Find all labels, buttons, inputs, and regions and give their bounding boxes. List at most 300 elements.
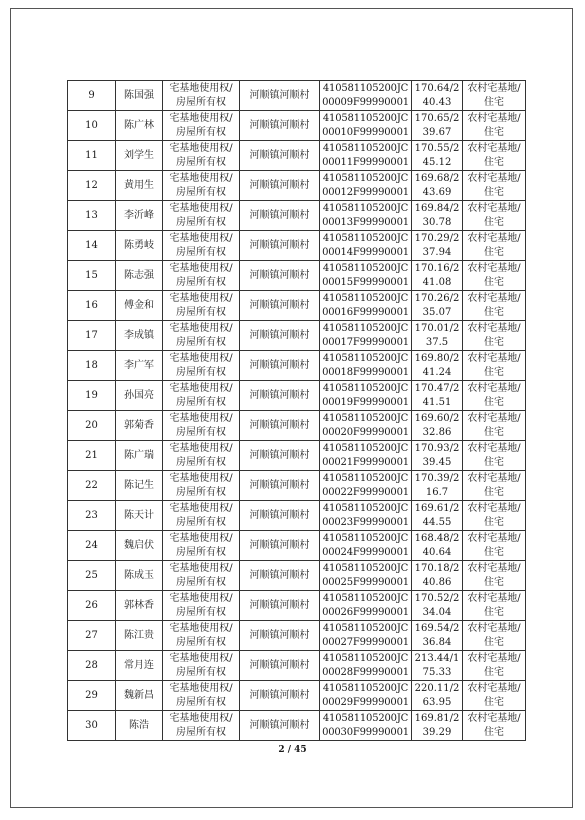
cell-unit-code (320, 561, 412, 591)
cell-number: 17 (68, 321, 116, 351)
table-row (68, 561, 526, 591)
cell-area-line: 170.52/2 (414, 592, 460, 604)
cell-usage-line: 农村宅基地/ (467, 142, 521, 154)
cell-usage-line: 农村宅基地/ (467, 412, 521, 424)
cell-usage-line: 住宅 (484, 276, 504, 288)
cell-right-type-line: 房屋所有权 (176, 156, 226, 168)
cell-location: 河顺镇河顺村 (240, 231, 320, 261)
cell-area-line: 63.95 (422, 696, 452, 708)
cell-right-type (163, 291, 240, 321)
cell-unit-code (320, 381, 412, 411)
cell-usage-line: 住宅 (484, 366, 504, 378)
cell-usage-line: 农村宅基地/ (467, 562, 521, 574)
cell-location: 河顺镇河顺村 (240, 351, 320, 381)
cell-unit-code (320, 411, 412, 441)
cell-owner-name: 陈天计 (116, 501, 163, 531)
cell-area-line: 40.64 (422, 546, 452, 558)
cell-owner-name: 陈广林 (116, 111, 163, 141)
cell-usage (463, 621, 526, 651)
cell-area-line: 170.93/2 (414, 442, 460, 454)
cell-unit-code-line: 00021F99990001 (322, 456, 409, 468)
cell-area-line: 36.84 (422, 636, 452, 648)
cell-right-type (163, 711, 240, 741)
cell-unit-code-line: 00017F99990001 (322, 336, 409, 348)
cell-right-type-line: 宅基地使用权/ (169, 322, 233, 334)
cell-owner-name: 李沂峰 (116, 201, 163, 231)
cell-usage-line: 农村宅基地/ (467, 622, 521, 634)
cell-location: 河顺镇河顺村 (240, 321, 320, 351)
cell-right-type (163, 531, 240, 561)
table-row (68, 621, 526, 651)
cell-unit-code-line: 410581105200JC (322, 532, 409, 544)
cell-unit-code-line: 00016F99990001 (322, 306, 409, 318)
cell-unit-code-line: 410581105200JC (322, 112, 409, 124)
cell-area (412, 471, 463, 501)
cell-location: 河顺镇河顺村 (240, 621, 320, 651)
cell-area (412, 681, 463, 711)
cell-area-line: 169.54/2 (414, 622, 460, 634)
cell-right-type (163, 411, 240, 441)
cell-area (412, 591, 463, 621)
cell-usage (463, 141, 526, 171)
cell-owner-name: 陈记生 (116, 471, 163, 501)
cell-area (412, 111, 463, 141)
cell-unit-code (320, 351, 412, 381)
cell-right-type (163, 501, 240, 531)
cell-right-type (163, 171, 240, 201)
cell-usage-line: 住宅 (484, 486, 504, 498)
cell-area-line: 30.78 (422, 216, 452, 228)
cell-right-type (163, 591, 240, 621)
cell-owner-name: 陈浩 (116, 711, 163, 741)
cell-location: 河顺镇河顺村 (240, 591, 320, 621)
cell-owner-name: 陈志强 (116, 261, 163, 291)
cell-owner-name: 陈国强 (116, 81, 163, 111)
cell-area-line: 170.29/2 (414, 232, 460, 244)
cell-right-type-line: 宅基地使用权/ (169, 682, 233, 694)
cell-area-line: 169.80/2 (414, 352, 460, 364)
cell-usage-line: 住宅 (484, 186, 504, 198)
cell-area-line: 43.69 (422, 186, 452, 198)
cell-area-line: 170.64/2 (414, 82, 460, 94)
table-row (68, 681, 526, 711)
cell-area (412, 561, 463, 591)
cell-usage-line: 农村宅基地/ (467, 442, 521, 454)
cell-usage (463, 411, 526, 441)
cell-unit-code-line: 00026F99990001 (322, 606, 409, 618)
cell-number: 25 (68, 561, 116, 591)
cell-usage-line: 农村宅基地/ (467, 532, 521, 544)
cell-usage (463, 231, 526, 261)
table-row (68, 591, 526, 621)
table-row (68, 411, 526, 441)
cell-unit-code (320, 171, 412, 201)
cell-right-type-line: 房屋所有权 (176, 216, 226, 228)
cell-number: 27 (68, 621, 116, 651)
cell-right-type-line: 宅基地使用权/ (169, 262, 233, 274)
cell-usage-line: 农村宅基地/ (467, 592, 521, 604)
cell-usage-line: 住宅 (484, 246, 504, 258)
cell-right-type-line: 房屋所有权 (176, 606, 226, 618)
cell-usage (463, 651, 526, 681)
cell-usage (463, 81, 526, 111)
cell-usage (463, 501, 526, 531)
cell-unit-code-line: 00028F99990001 (322, 666, 409, 678)
cell-right-type-line: 房屋所有权 (176, 696, 226, 708)
cell-usage (463, 681, 526, 711)
cell-unit-code-line: 00019F99990001 (322, 396, 409, 408)
cell-right-type-line: 房屋所有权 (176, 96, 226, 108)
cell-usage-line: 农村宅基地/ (467, 82, 521, 94)
cell-unit-code-line: 410581105200JC (322, 142, 409, 154)
cell-unit-code (320, 81, 412, 111)
cell-unit-code-line: 410581105200JC (322, 172, 409, 184)
registration-table (67, 80, 526, 741)
table-row (68, 201, 526, 231)
cell-right-type-line: 宅基地使用权/ (169, 592, 233, 604)
cell-right-type (163, 201, 240, 231)
cell-usage (463, 111, 526, 141)
cell-unit-code (320, 321, 412, 351)
cell-right-type-line: 宅基地使用权/ (169, 82, 233, 94)
cell-area-line: 169.68/2 (414, 172, 460, 184)
cell-area (412, 261, 463, 291)
cell-area-line: 170.39/2 (414, 472, 460, 484)
cell-number: 22 (68, 471, 116, 501)
cell-right-type (163, 351, 240, 381)
cell-right-type-line: 宅基地使用权/ (169, 652, 233, 664)
cell-location: 河顺镇河顺村 (240, 471, 320, 501)
cell-area-line: 32.86 (422, 426, 452, 438)
cell-right-type-line: 房屋所有权 (176, 246, 226, 258)
cell-location: 河顺镇河顺村 (240, 261, 320, 291)
cell-unit-code-line: 410581105200JC (322, 262, 409, 274)
cell-location: 河顺镇河顺村 (240, 291, 320, 321)
cell-unit-code (320, 591, 412, 621)
cell-area-line: 170.26/2 (414, 292, 460, 304)
cell-area-line: 39.29 (422, 726, 452, 738)
cell-usage-line: 住宅 (484, 696, 504, 708)
cell-usage-line: 住宅 (484, 606, 504, 618)
cell-area-line: 41.08 (422, 276, 452, 288)
cell-usage-line: 农村宅基地/ (467, 172, 521, 184)
cell-area-line: 40.86 (422, 576, 452, 588)
cell-right-type (163, 141, 240, 171)
table-row (68, 111, 526, 141)
cell-right-type-line: 房屋所有权 (176, 186, 226, 198)
cell-right-type (163, 681, 240, 711)
cell-unit-code-line: 00018F99990001 (322, 366, 409, 378)
cell-owner-name: 郭菊香 (116, 411, 163, 441)
cell-owner-name: 郭林香 (116, 591, 163, 621)
cell-usage (463, 441, 526, 471)
cell-area-line: 45.12 (422, 156, 452, 168)
cell-usage-line: 农村宅基地/ (467, 292, 521, 304)
cell-unit-code-line: 410581105200JC (322, 412, 409, 424)
cell-owner-name: 陈成玉 (116, 561, 163, 591)
cell-unit-code-line: 00014F99990001 (322, 246, 409, 258)
table-row (68, 471, 526, 501)
cell-right-type-line: 房屋所有权 (176, 456, 226, 468)
cell-area (412, 321, 463, 351)
cell-number: 15 (68, 261, 116, 291)
cell-unit-code (320, 141, 412, 171)
cell-usage-line: 住宅 (484, 426, 504, 438)
cell-owner-name: 傅金和 (116, 291, 163, 321)
cell-right-type-line: 房屋所有权 (176, 666, 226, 678)
cell-right-type-line: 房屋所有权 (176, 576, 226, 588)
cell-unit-code (320, 681, 412, 711)
cell-area (412, 711, 463, 741)
cell-unit-code (320, 201, 412, 231)
cell-area (412, 171, 463, 201)
cell-usage-line: 农村宅基地/ (467, 472, 521, 484)
cell-right-type (163, 321, 240, 351)
cell-area-line: 34.04 (422, 606, 452, 618)
cell-usage (463, 321, 526, 351)
cell-area (412, 351, 463, 381)
cell-number: 12 (68, 171, 116, 201)
cell-number: 28 (68, 651, 116, 681)
cell-usage-line: 农村宅基地/ (467, 382, 521, 394)
cell-right-type (163, 381, 240, 411)
cell-area-line: 169.84/2 (414, 202, 460, 214)
table-row (68, 261, 526, 291)
cell-usage (463, 261, 526, 291)
cell-right-type-line: 宅基地使用权/ (169, 292, 233, 304)
cell-unit-code-line: 410581105200JC (322, 712, 409, 724)
cell-owner-name: 黄用生 (116, 171, 163, 201)
cell-number: 29 (68, 681, 116, 711)
cell-owner-name: 常月连 (116, 651, 163, 681)
cell-right-type-line: 宅基地使用权/ (169, 502, 233, 514)
cell-area (412, 411, 463, 441)
cell-right-type-line: 宅基地使用权/ (169, 232, 233, 244)
table-row (68, 651, 526, 681)
cell-right-type (163, 651, 240, 681)
cell-number: 19 (68, 381, 116, 411)
table-row (68, 231, 526, 261)
cell-area (412, 201, 463, 231)
cell-unit-code-line: 00023F99990001 (322, 516, 409, 528)
cell-right-type (163, 471, 240, 501)
cell-unit-code-line: 410581105200JC (322, 292, 409, 304)
registration-table-body (68, 81, 526, 741)
cell-usage-line: 住宅 (484, 216, 504, 228)
cell-unit-code (320, 261, 412, 291)
cell-usage-line: 农村宅基地/ (467, 682, 521, 694)
cell-usage (463, 201, 526, 231)
cell-right-type-line: 宅基地使用权/ (169, 442, 233, 454)
cell-number: 24 (68, 531, 116, 561)
cell-unit-code (320, 291, 412, 321)
cell-right-type-line: 房屋所有权 (176, 336, 226, 348)
cell-unit-code-line: 410581105200JC (322, 562, 409, 574)
table-row (68, 441, 526, 471)
cell-area-line: 39.45 (422, 456, 452, 468)
cell-usage-line: 住宅 (484, 96, 504, 108)
cell-usage-line: 住宅 (484, 726, 504, 738)
cell-location: 河顺镇河顺村 (240, 681, 320, 711)
cell-area-line: 170.47/2 (414, 382, 460, 394)
cell-unit-code-line: 00011F99990001 (322, 156, 409, 168)
cell-area-line: 169.81/2 (414, 712, 460, 724)
cell-number: 16 (68, 291, 116, 321)
cell-right-type (163, 111, 240, 141)
cell-right-type (163, 81, 240, 111)
cell-right-type-line: 房屋所有权 (176, 546, 226, 558)
cell-area-line: 168.48/2 (414, 532, 460, 544)
cell-owner-name: 孙国亮 (116, 381, 163, 411)
cell-unit-code (320, 531, 412, 561)
cell-area-line: 40.43 (422, 96, 452, 108)
cell-right-type-line: 宅基地使用权/ (169, 142, 233, 154)
cell-unit-code-line: 410581105200JC (322, 502, 409, 514)
cell-area-line: 170.01/2 (414, 322, 460, 334)
cell-area (412, 531, 463, 561)
cell-area-line: 170.16/2 (414, 262, 460, 274)
cell-usage-line: 住宅 (484, 396, 504, 408)
cell-right-type-line: 房屋所有权 (176, 396, 226, 408)
cell-usage-line: 住宅 (484, 666, 504, 678)
cell-unit-code (320, 471, 412, 501)
table-row (68, 711, 526, 741)
cell-area-line: 170.18/2 (414, 562, 460, 574)
cell-number: 21 (68, 441, 116, 471)
cell-location: 河顺镇河顺村 (240, 111, 320, 141)
cell-usage (463, 531, 526, 561)
cell-unit-code-line: 410581105200JC (322, 652, 409, 664)
cell-unit-code-line: 410581105200JC (322, 202, 409, 214)
cell-unit-code-line: 410581105200JC (322, 382, 409, 394)
cell-unit-code-line: 410581105200JC (322, 82, 409, 94)
cell-unit-code-line: 00022F99990001 (322, 486, 409, 498)
cell-right-type (163, 621, 240, 651)
cell-area (412, 81, 463, 111)
cell-area (412, 381, 463, 411)
table-row (68, 531, 526, 561)
cell-right-type-line: 房屋所有权 (176, 516, 226, 528)
cell-owner-name: 陈勇岐 (116, 231, 163, 261)
cell-unit-code (320, 111, 412, 141)
cell-usage-line: 住宅 (484, 576, 504, 588)
table-row (68, 321, 526, 351)
cell-area-line: 41.24 (422, 366, 452, 378)
cell-unit-code (320, 231, 412, 261)
cell-usage-line: 农村宅基地/ (467, 112, 521, 124)
cell-owner-name: 陈广瑞 (116, 441, 163, 471)
cell-right-type-line: 房屋所有权 (176, 726, 226, 738)
cell-unit-code (320, 441, 412, 471)
cell-unit-code-line: 00010F99990001 (322, 126, 409, 138)
cell-unit-code-line: 410581105200JC (322, 442, 409, 454)
cell-owner-name: 陈江贵 (116, 621, 163, 651)
cell-unit-code-line: 00012F99990001 (322, 186, 409, 198)
cell-number: 13 (68, 201, 116, 231)
cell-number: 26 (68, 591, 116, 621)
cell-unit-code (320, 501, 412, 531)
cell-right-type-line: 宅基地使用权/ (169, 172, 233, 184)
cell-location: 河顺镇河顺村 (240, 441, 320, 471)
cell-location: 河顺镇河顺村 (240, 501, 320, 531)
cell-usage-line: 住宅 (484, 156, 504, 168)
cell-area-line: 39.67 (422, 126, 452, 138)
cell-unit-code-line: 410581105200JC (322, 352, 409, 364)
cell-right-type-line: 房屋所有权 (176, 276, 226, 288)
cell-unit-code-line: 00015F99990001 (322, 276, 409, 288)
cell-usage-line: 农村宅基地/ (467, 712, 521, 724)
cell-area-line: 35.07 (422, 306, 452, 318)
cell-location: 河顺镇河顺村 (240, 651, 320, 681)
cell-usage-line: 农村宅基地/ (467, 202, 521, 214)
cell-owner-name: 魏启伏 (116, 531, 163, 561)
cell-area-line: 170.55/2 (414, 142, 460, 154)
cell-area-line: 41.51 (422, 396, 452, 408)
cell-unit-code-line: 00029F99990001 (322, 696, 409, 708)
cell-right-type-line: 房屋所有权 (176, 636, 226, 648)
page-number: 2 / 45 (278, 745, 307, 755)
cell-area-line: 169.60/2 (414, 412, 460, 424)
table-row (68, 141, 526, 171)
cell-right-type-line: 宅基地使用权/ (169, 472, 233, 484)
cell-location: 河顺镇河顺村 (240, 531, 320, 561)
cell-area (412, 141, 463, 171)
cell-usage (463, 381, 526, 411)
table-row (68, 501, 526, 531)
cell-area-line: 169.61/2 (414, 502, 460, 514)
cell-area-line: 220.11/2 (414, 682, 460, 694)
cell-number: 18 (68, 351, 116, 381)
cell-number: 14 (68, 231, 116, 261)
cell-usage-line: 农村宅基地/ (467, 652, 521, 664)
cell-right-type-line: 宅基地使用权/ (169, 112, 233, 124)
cell-location: 河顺镇河顺村 (240, 711, 320, 741)
cell-unit-code-line: 00020F99990001 (322, 426, 409, 438)
cell-usage-line: 住宅 (484, 336, 504, 348)
table-row (68, 81, 526, 111)
cell-location: 河顺镇河顺村 (240, 171, 320, 201)
cell-area (412, 441, 463, 471)
cell-usage (463, 471, 526, 501)
cell-usage-line: 农村宅基地/ (467, 352, 521, 364)
cell-usage (463, 291, 526, 321)
cell-right-type-line: 房屋所有权 (176, 366, 226, 378)
cell-right-type-line: 房屋所有权 (176, 126, 226, 138)
cell-unit-code-line: 00027F99990001 (322, 636, 409, 648)
cell-right-type-line: 宅基地使用权/ (169, 532, 233, 544)
cell-right-type-line: 宅基地使用权/ (169, 382, 233, 394)
cell-area (412, 651, 463, 681)
cell-right-type (163, 261, 240, 291)
cell-usage (463, 711, 526, 741)
cell-unit-code (320, 621, 412, 651)
cell-unit-code-line: 410581105200JC (322, 322, 409, 334)
cell-unit-code-line: 410581105200JC (322, 682, 409, 694)
cell-number: 11 (68, 141, 116, 171)
cell-right-type-line: 宅基地使用权/ (169, 412, 233, 424)
cell-area (412, 501, 463, 531)
cell-area (412, 231, 463, 261)
cell-right-type (163, 561, 240, 591)
cell-owner-name: 刘学生 (116, 141, 163, 171)
cell-usage (463, 561, 526, 591)
cell-unit-code-line: 00013F99990001 (322, 216, 409, 228)
cell-right-type-line: 宅基地使用权/ (169, 352, 233, 364)
cell-usage-line: 住宅 (484, 456, 504, 468)
cell-unit-code-line: 410581105200JC (322, 592, 409, 604)
cell-owner-name: 李广军 (116, 351, 163, 381)
cell-usage (463, 351, 526, 381)
